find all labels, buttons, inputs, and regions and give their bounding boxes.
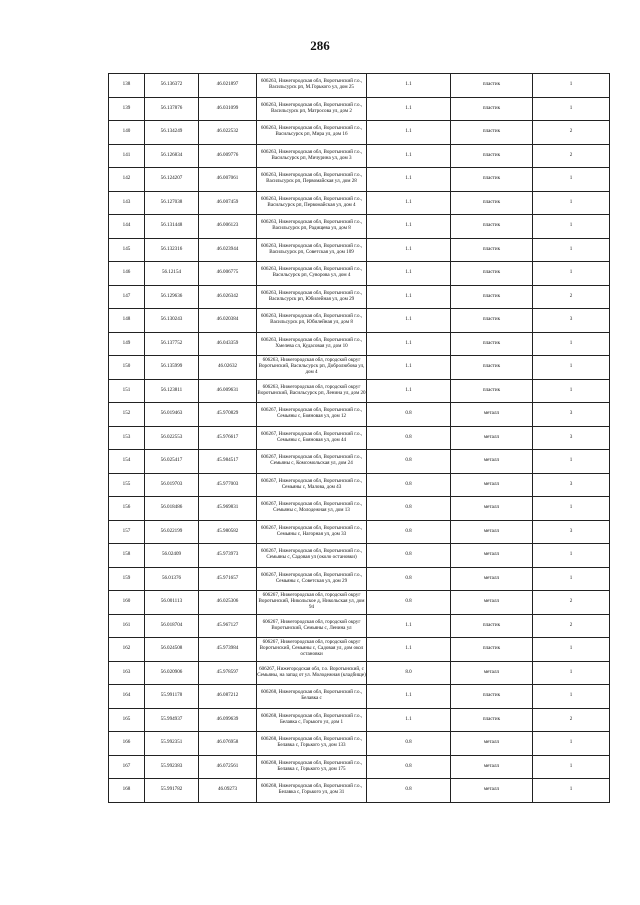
longitude-cell: 46.099639 xyxy=(199,708,257,732)
material-cell: пластик xyxy=(451,285,533,309)
container-count-cell: 1 xyxy=(533,685,610,709)
row-number-cell: 168 xyxy=(109,779,145,803)
area-cell: 0.8 xyxy=(367,732,451,756)
material-cell: металл xyxy=(451,450,533,474)
address-cell: 606267, Нижегородская обл, Воротынский г.о., Семьяны с, Молодежная ул, дом 13 xyxy=(257,497,367,521)
latitude-cell: 56.127038 xyxy=(145,191,199,215)
latitude-cell: 55.991782 xyxy=(145,779,199,803)
row-number-cell: 158 xyxy=(109,544,145,568)
area-cell: 0.8 xyxy=(367,755,451,779)
area-cell: 0.8 xyxy=(367,473,451,497)
latitude-cell: 56.136372 xyxy=(145,74,199,98)
table-row xyxy=(109,614,610,638)
area-cell: 8.0 xyxy=(367,661,451,685)
longitude-cell: 46.043359 xyxy=(199,332,257,356)
latitude-cell: 56.018704 xyxy=(145,614,199,638)
container-count-cell: 1 xyxy=(533,544,610,568)
area-cell: 1.1 xyxy=(367,168,451,192)
address-cell: 606267, Нижегородская обл, городской округ Воротынский, Никольское д, Никольская ул, дом 94 xyxy=(257,591,367,615)
container-count-cell: 1 xyxy=(533,732,610,756)
address-cell: 606263, Нижегородская обл, Воротынский г.о., Хмелева сл, Кудасовая ул, дом 10 xyxy=(257,332,367,356)
address-cell: 606263, Нижегородская обл, Воротынский г.о., Васильсурск рп, Матросова ул, дом 2 xyxy=(257,97,367,121)
area-cell: 1.1 xyxy=(367,238,451,262)
address-cell: 606263, Нижегородская обл, городской округ Воротынский, Васильсурск рп, Добролюбова ул, дом 4 xyxy=(257,356,367,380)
area-cell: 1.1 xyxy=(367,121,451,145)
table-row xyxy=(109,144,610,168)
container-count-cell: 1 xyxy=(533,661,610,685)
material-cell: металл xyxy=(451,591,533,615)
row-number-cell: 156 xyxy=(109,497,145,521)
latitude-cell: 56.001113 xyxy=(145,591,199,615)
material-cell: металл xyxy=(451,567,533,591)
row-number-cell: 159 xyxy=(109,567,145,591)
longitude-cell: 45.980582 xyxy=(199,520,257,544)
longitude-cell: 46.006123 xyxy=(199,215,257,239)
row-number-cell: 150 xyxy=(109,356,145,380)
container-count-cell: 1 xyxy=(533,215,610,239)
container-count-cell: 1 xyxy=(533,97,610,121)
longitude-cell: 45.967127 xyxy=(199,614,257,638)
material-cell: пластик xyxy=(451,708,533,732)
table-row xyxy=(109,708,610,732)
container-sites-table xyxy=(108,73,610,803)
area-cell: 1.1 xyxy=(367,708,451,732)
row-number-cell: 153 xyxy=(109,426,145,450)
longitude-cell: 45.977003 xyxy=(199,473,257,497)
longitude-cell: 46.022532 xyxy=(199,121,257,145)
latitude-cell: 56.022553 xyxy=(145,426,199,450)
area-cell: 1.1 xyxy=(367,215,451,239)
address-cell: 606263, Нижегородская обл, Воротынский г.о., Васильсурск рп, Суворова ул, дом 4 xyxy=(257,262,367,286)
longitude-cell: 46.031099 xyxy=(199,97,257,121)
area-cell: 1.1 xyxy=(367,309,451,333)
material-cell: металл xyxy=(451,403,533,427)
address-cell: 606268, Нижегородская обл, Воротынский г.о., Белавка с xyxy=(257,685,367,709)
longitude-cell: 46.009776 xyxy=(199,144,257,168)
address-cell: 606263, Нижегородская обл, Воротынский г.о., Васильсурск рп, Юбилейная ул, дом 8 xyxy=(257,309,367,333)
longitude-cell: 45.976617 xyxy=(199,426,257,450)
area-cell: 0.8 xyxy=(367,779,451,803)
longitude-cell: 45.973984 xyxy=(199,638,257,662)
address-cell: 606263, Нижегородская обл, Воротынский г.о., Васильсурск рп, Юбилейная ул, дом 29 xyxy=(257,285,367,309)
container-count-cell: 3 xyxy=(533,426,610,450)
container-count-cell: 2 xyxy=(533,591,610,615)
address-cell: 606267, Нижегородская обл, г.о. Воротынский, с Семьяны, на запад от ул. Молодежная (кладбище) xyxy=(257,661,367,685)
table-row xyxy=(109,356,610,380)
address-cell: 606263, Нижегородская обл, Воротынский г.о., Васильсурск рп, Мира ул, дом 16 xyxy=(257,121,367,145)
row-number-cell: 148 xyxy=(109,309,145,333)
longitude-cell: 45.969831 xyxy=(199,497,257,521)
address-cell: 606267, Нижегородская обл, Воротынский г.о., Семьяны с, Комсомольская ул, дом 24 xyxy=(257,450,367,474)
address-cell: 606267, Нижегородская обл, Воротынский г.о., Семьяны с, Бояновая ул, дом 44 xyxy=(257,426,367,450)
longitude-cell: 45.971657 xyxy=(199,567,257,591)
table-row xyxy=(109,497,610,521)
area-cell: 1.1 xyxy=(367,191,451,215)
material-cell: металл xyxy=(451,732,533,756)
address-cell: 606267, Нижегородская обл, Воротынский г.о., Семьяны с, Нагорная ул, дом 33 xyxy=(257,520,367,544)
container-count-cell: 3 xyxy=(533,309,610,333)
area-cell: 1.1 xyxy=(367,379,451,403)
material-cell: металл xyxy=(451,473,533,497)
latitude-cell: 56.135999 xyxy=(145,356,199,380)
table-row xyxy=(109,450,610,474)
container-count-cell: 3 xyxy=(533,473,610,497)
container-count-cell: 1 xyxy=(533,379,610,403)
table-row xyxy=(109,238,610,262)
material-cell: пластик xyxy=(451,74,533,98)
table-row xyxy=(109,285,610,309)
table-row xyxy=(109,732,610,756)
container-count-cell: 1 xyxy=(533,168,610,192)
latitude-cell: 56.137876 xyxy=(145,97,199,121)
latitude-cell: 55.992351 xyxy=(145,732,199,756)
table-row xyxy=(109,262,610,286)
row-number-cell: 142 xyxy=(109,168,145,192)
latitude-cell: 56.018486 xyxy=(145,497,199,521)
material-cell: металл xyxy=(451,661,533,685)
longitude-cell: 46.09273 xyxy=(199,779,257,803)
latitude-cell: 56.124207 xyxy=(145,168,199,192)
longitude-cell: 46.072561 xyxy=(199,755,257,779)
area-cell: 0.8 xyxy=(367,450,451,474)
address-cell: 606268, Нижегородская обл, Воротынский г.о., Белавка с, Горького ул, дом 1 xyxy=(257,708,367,732)
table-row xyxy=(109,520,610,544)
longitude-cell: 46.023944 xyxy=(199,238,257,262)
table-row xyxy=(109,661,610,685)
material-cell: пластик xyxy=(451,97,533,121)
latitude-cell: 56.022199 xyxy=(145,520,199,544)
row-number-cell: 149 xyxy=(109,332,145,356)
longitude-cell: 46.02632 xyxy=(199,356,257,380)
table-row xyxy=(109,426,610,450)
latitude-cell: 56.130243 xyxy=(145,309,199,333)
material-cell: металл xyxy=(451,755,533,779)
row-number-cell: 152 xyxy=(109,403,145,427)
latitude-cell: 55.992383 xyxy=(145,755,199,779)
latitude-cell: 56.12154 xyxy=(145,262,199,286)
longitude-cell: 45.978597 xyxy=(199,661,257,685)
longitude-cell: 45.984517 xyxy=(199,450,257,474)
address-cell: 606263, Нижегородская обл, Воротынский г.о., Васильсурск рп, М.Горького ул, дом 25 xyxy=(257,74,367,98)
row-number-cell: 144 xyxy=(109,215,145,239)
row-number-cell: 139 xyxy=(109,97,145,121)
area-cell: 1.1 xyxy=(367,356,451,380)
container-count-cell: 1 xyxy=(533,567,610,591)
row-number-cell: 145 xyxy=(109,238,145,262)
address-cell: 606268, Нижегородская обл, Воротынский г.о., Белавка с, Горького ул, дом 175 xyxy=(257,755,367,779)
address-cell: 606267, Нижегородская обл, Воротынский г.о., Семьяны с, Бояновая ул, дом 12 xyxy=(257,403,367,427)
container-count-cell: 2 xyxy=(533,144,610,168)
row-number-cell: 140 xyxy=(109,121,145,145)
latitude-cell: 56.01376 xyxy=(145,567,199,591)
row-number-cell: 141 xyxy=(109,144,145,168)
container-count-cell: 1 xyxy=(533,497,610,521)
longitude-cell: 45.973973 xyxy=(199,544,257,568)
container-count-cell: 2 xyxy=(533,121,610,145)
table-row xyxy=(109,567,610,591)
area-cell: 1.1 xyxy=(367,285,451,309)
table-row xyxy=(109,97,610,121)
row-number-cell: 138 xyxy=(109,74,145,98)
container-count-cell: 3 xyxy=(533,403,610,427)
material-cell: пластик xyxy=(451,685,533,709)
container-count-cell: 1 xyxy=(533,74,610,98)
row-number-cell: 155 xyxy=(109,473,145,497)
row-number-cell: 162 xyxy=(109,638,145,662)
table-row xyxy=(109,591,610,615)
row-number-cell: 157 xyxy=(109,520,145,544)
container-count-cell: 1 xyxy=(533,755,610,779)
area-cell: 0.8 xyxy=(367,544,451,568)
table-row xyxy=(109,121,610,145)
row-number-cell: 166 xyxy=(109,732,145,756)
area-cell: 0.8 xyxy=(367,403,451,427)
longitude-cell: 46.007061 xyxy=(199,168,257,192)
longitude-cell: 46.021897 xyxy=(199,74,257,98)
address-cell: 606268, Нижегородская обл, Воротынский г.о., Белавка с, Горького ул, дом 31 xyxy=(257,779,367,803)
area-cell: 0.8 xyxy=(367,520,451,544)
table-body xyxy=(109,74,610,803)
row-number-cell: 167 xyxy=(109,755,145,779)
latitude-cell: 56.126834 xyxy=(145,144,199,168)
area-cell: 1.1 xyxy=(367,614,451,638)
container-count-cell: 1 xyxy=(533,262,610,286)
row-number-cell: 143 xyxy=(109,191,145,215)
table-row xyxy=(109,379,610,403)
material-cell: пластик xyxy=(451,238,533,262)
address-cell: 606268, Нижегородская обл, Воротынский г.о., Белавка с, Горького ул, дом 133 xyxy=(257,732,367,756)
page-number: 286 xyxy=(310,38,330,53)
material-cell: пластик xyxy=(451,144,533,168)
area-cell: 1.1 xyxy=(367,97,451,121)
latitude-cell: 56.134249 xyxy=(145,121,199,145)
address-cell: 606267, Нижегородская обл, городской округ Воротынский, Семьяны с, Ленина ул xyxy=(257,614,367,638)
area-cell: 1.1 xyxy=(367,74,451,98)
latitude-cell: 56.131448 xyxy=(145,215,199,239)
container-count-cell: 1 xyxy=(533,238,610,262)
latitude-cell: 56.019703 xyxy=(145,473,199,497)
latitude-cell: 56.137752 xyxy=(145,332,199,356)
table-row xyxy=(109,638,610,662)
address-cell: 606263, Нижегородская обл, Воротынский г.о., Васильсурск рп, Первомайская ул, дом 28 xyxy=(257,168,367,192)
material-cell: металл xyxy=(451,544,533,568)
longitude-cell: 46.007459 xyxy=(199,191,257,215)
container-count-cell: 1 xyxy=(533,191,610,215)
row-number-cell: 151 xyxy=(109,379,145,403)
row-number-cell: 165 xyxy=(109,708,145,732)
latitude-cell: 55.991178 xyxy=(145,685,199,709)
container-count-cell: 1 xyxy=(533,332,610,356)
container-count-cell: 3 xyxy=(533,520,610,544)
table-row xyxy=(109,473,610,497)
row-number-cell: 154 xyxy=(109,450,145,474)
latitude-cell: 56.024508 xyxy=(145,638,199,662)
area-cell: 1.1 xyxy=(367,144,451,168)
container-count-cell: 1 xyxy=(533,638,610,662)
table-row xyxy=(109,332,610,356)
latitude-cell: 56.129636 xyxy=(145,285,199,309)
address-cell: 606267, Нижегородская обл, городской округ Воротынский, Семьяны с, Садовая ул, дом окол остановки xyxy=(257,638,367,662)
material-cell: пластик xyxy=(451,121,533,145)
material-cell: металл xyxy=(451,779,533,803)
material-cell: металл xyxy=(451,497,533,521)
table-row xyxy=(109,779,610,803)
table-row xyxy=(109,74,610,98)
longitude-cell: 46.076958 xyxy=(199,732,257,756)
latitude-cell: 56.02409 xyxy=(145,544,199,568)
table-row xyxy=(109,544,610,568)
longitude-cell: 46.025306 xyxy=(199,591,257,615)
table-row xyxy=(109,755,610,779)
longitude-cell: 46.026342 xyxy=(199,285,257,309)
table-row xyxy=(109,168,610,192)
container-count-cell: 1 xyxy=(533,779,610,803)
material-cell: пластик xyxy=(451,638,533,662)
address-cell: 606263, Нижегородская обл, Воротынский г.о., Васильсурск рп, Советская ул, дом 109 xyxy=(257,238,367,262)
material-cell: пластик xyxy=(451,379,533,403)
longitude-cell: 45.970829 xyxy=(199,403,257,427)
area-cell: 1.1 xyxy=(367,262,451,286)
row-number-cell: 146 xyxy=(109,262,145,286)
table-row xyxy=(109,215,610,239)
table-row xyxy=(109,309,610,333)
material-cell: металл xyxy=(451,520,533,544)
longitude-cell: 46.006775 xyxy=(199,262,257,286)
area-cell: 1.1 xyxy=(367,638,451,662)
material-cell: пластик xyxy=(451,191,533,215)
area-cell: 1.1 xyxy=(367,685,451,709)
longitude-cell: 46.009631 xyxy=(199,379,257,403)
material-cell: пластик xyxy=(451,168,533,192)
container-count-cell: 1 xyxy=(533,356,610,380)
area-cell: 0.8 xyxy=(367,497,451,521)
row-number-cell: 161 xyxy=(109,614,145,638)
longitude-cell: 46.087212 xyxy=(199,685,257,709)
latitude-cell: 56.123811 xyxy=(145,379,199,403)
longitude-cell: 46.020384 xyxy=(199,309,257,333)
container-count-cell: 2 xyxy=(533,285,610,309)
material-cell: пластик xyxy=(451,215,533,239)
row-number-cell: 160 xyxy=(109,591,145,615)
row-number-cell: 147 xyxy=(109,285,145,309)
row-number-cell: 164 xyxy=(109,685,145,709)
material-cell: пластик xyxy=(451,614,533,638)
material-cell: металл xyxy=(451,426,533,450)
address-cell: 606267, Нижегородская обл, Воротынский г.о., Семьяны с, Малова, дом 43 xyxy=(257,473,367,497)
latitude-cell: 56.132316 xyxy=(145,238,199,262)
container-count-cell: 1 xyxy=(533,450,610,474)
address-cell: 606263, Нижегородская обл, Воротынский г.о., Васильсурск рп, Первомайская ул, дом 4 xyxy=(257,191,367,215)
latitude-cell: 55.994937 xyxy=(145,708,199,732)
address-cell: 606267, Нижегородская обл, Воротынский г.о., Семьяны с, Советская ул, дом 29 xyxy=(257,567,367,591)
area-cell: 0.8 xyxy=(367,567,451,591)
container-count-cell: 2 xyxy=(533,708,610,732)
address-cell: 606263, Нижегородская обл, Воротынский г.о., Васильсурск рп, Радищева ул, дом 8 xyxy=(257,215,367,239)
area-cell: 0.8 xyxy=(367,426,451,450)
container-count-cell: 2 xyxy=(533,614,610,638)
material-cell: пластик xyxy=(451,262,533,286)
latitude-cell: 56.025417 xyxy=(145,450,199,474)
table-row xyxy=(109,191,610,215)
table-row xyxy=(109,403,610,427)
latitude-cell: 56.020906 xyxy=(145,661,199,685)
address-cell: 606267, Нижегородская обл, Воротынский г.о., Семьяны с, Садовая ул (около остановки) xyxy=(257,544,367,568)
table-row xyxy=(109,685,610,709)
address-cell: 606263, Нижегородская обл, Воротынский г.о., Васильсурск рп, Мичурина ул, дом 3 xyxy=(257,144,367,168)
material-cell: пластик xyxy=(451,332,533,356)
latitude-cell: 56.019463 xyxy=(145,403,199,427)
material-cell: пластик xyxy=(451,356,533,380)
material-cell: пластик xyxy=(451,309,533,333)
address-cell: 606263, Нижегородская обл, городской округ Воротынский, Васильсурск рп, Ленина ул, дом 20 xyxy=(257,379,367,403)
area-cell: 1.1 xyxy=(367,332,451,356)
area-cell: 0.8 xyxy=(367,591,451,615)
row-number-cell: 163 xyxy=(109,661,145,685)
